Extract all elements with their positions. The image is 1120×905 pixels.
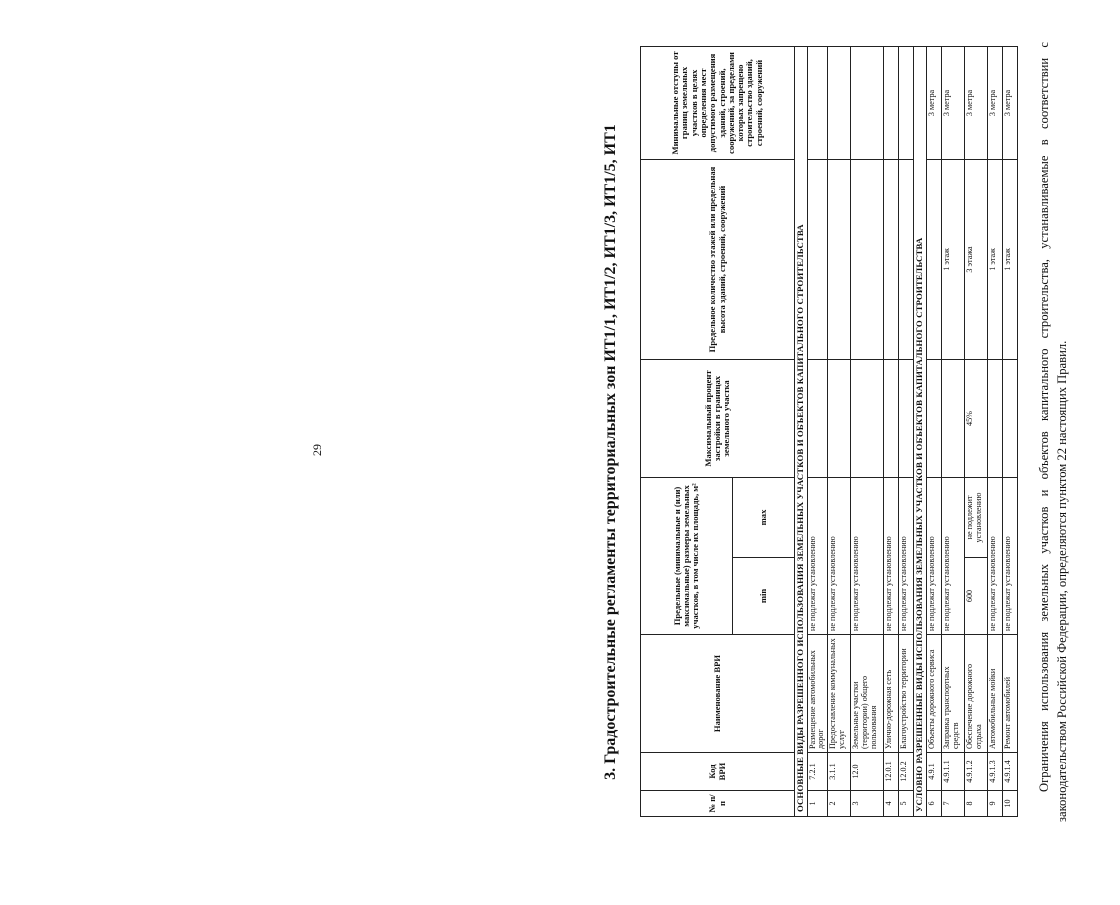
cell-size: не подлежат установлению (828, 477, 851, 634)
cell-floors (807, 159, 828, 359)
cell-name: Объекты дорожного сервиса (926, 635, 941, 753)
cell-min: 600 (964, 558, 987, 635)
cell-percent (1002, 359, 1017, 477)
cell-percent (941, 359, 964, 477)
cell-size: не подлежат установлению (941, 477, 964, 634)
cell-num: 4 (884, 791, 899, 817)
cell-name: Обеспечение дорожного отдыха (964, 635, 987, 753)
cell-num: 8 (964, 791, 987, 817)
page-number: 29 (310, 444, 324, 456)
header-size: Предельные (минимальные и (или) максимальные) размеры земельных участков, в том числе их площадь, м² (641, 477, 733, 634)
cell-max: не подлежит установлению (964, 477, 987, 557)
cell-num: 10 (1002, 791, 1017, 817)
cell-percent (807, 359, 828, 477)
cell-name: Земельные участки (территории) общего пользования (851, 635, 884, 753)
cell-percent (899, 359, 914, 477)
cell-setback (899, 46, 914, 159)
cell-setback: 3 метра (941, 46, 964, 159)
cell-code: 3.1.1 (828, 753, 851, 791)
cell-percent (851, 359, 884, 477)
table-row (851, 46, 884, 816)
cell-code: 4.9.1.4 (1002, 753, 1017, 791)
table-row (807, 46, 828, 816)
cell-size: не подлежат установлению (987, 477, 1002, 634)
header-min: min (733, 558, 795, 635)
cell-percent (828, 359, 851, 477)
cell-name: Заправка транспортных средств (941, 635, 964, 753)
cell-setback: 3 метра (964, 46, 987, 159)
table-row (964, 46, 987, 816)
header-setback: Минимальные отступы от границ земельных участков в целях определения мест допустимого размещения зданий, строений, сооружений, за пределами которых запрещено строительство зданий, строений, сооружений (641, 46, 795, 159)
cell-num: 3 (851, 791, 884, 817)
cell-name: Автомобильные мойки (987, 635, 1002, 753)
header-num: № п/п (641, 791, 795, 817)
cell-size: не подлежат установлению (807, 477, 828, 634)
cell-floors: 1 этаж (941, 159, 964, 359)
cell-code: 4.9.1.1 (941, 753, 964, 791)
table-row (926, 46, 941, 816)
cell-size: не подлежат установлению (926, 477, 941, 634)
regulations-table (640, 46, 1018, 817)
cell-floors (899, 159, 914, 359)
section-main-row (795, 46, 808, 816)
cell-floors: 1 этаж (1002, 159, 1017, 359)
section-conditional-title: УСЛОВНО РАЗРЕШЕННЫЕ ВИДЫ ИСПОЛЬЗОВАНИЯ ЗЕМЕЛЬНЫХ УЧАСТКОВ И ОБЪЕКТОВ КАПИТАЛЬНОГО СТРОИТЕЛЬСТВА (914, 46, 927, 816)
cell-floors (828, 159, 851, 359)
section-main-title: ОСНОВНЫЕ ВИДЫ РАЗРЕШЕННОГО ИСПОЛЬЗОВАНИЯ ЗЕМЕЛЬНЫХ УЧАСТКОВ И ОБЪЕКТОВ КАПИТАЛЬНОГО СТРОИТЕЛЬСТВА (795, 46, 808, 816)
table-row (941, 46, 964, 816)
header-floors: Предельное количество этажей или предельная высота зданий, строений, сооружений (641, 159, 795, 359)
header-code: Код ВРИ (641, 753, 795, 791)
cell-size: не подлежат установлению (884, 477, 899, 634)
cell-floors (851, 159, 884, 359)
cell-code: 7.2.1 (807, 753, 828, 791)
cell-setback: 3 метра (926, 46, 941, 159)
table-row (1002, 46, 1017, 816)
cell-setback (807, 46, 828, 159)
cell-code: 12.0.2 (899, 753, 914, 791)
cell-floors (926, 159, 941, 359)
cell-code: 4.9.1.2 (964, 753, 987, 791)
cell-num: 9 (987, 791, 1002, 817)
cell-name: Ремонт автомобилей (1002, 635, 1017, 753)
cell-code: 12.0.1 (884, 753, 899, 791)
rotated-page-content (600, 42, 1120, 862)
cell-size: не подлежат установлению (899, 477, 914, 634)
header-percent: Максимальный процент застройки в границах земельного участка (641, 359, 795, 477)
table-row (884, 46, 899, 816)
table-row (899, 46, 914, 816)
cell-floors: 3 этажа (964, 159, 987, 359)
cell-size: не подлежат установлению (851, 477, 884, 634)
cell-floors (884, 159, 899, 359)
cell-name: Улично-дорожная сеть (884, 635, 899, 753)
cell-name: Предоставление коммунальных услуг (828, 635, 851, 753)
cell-code: 12.0 (851, 753, 884, 791)
cell-percent: 45% (964, 359, 987, 477)
cell-percent (926, 359, 941, 477)
header-name: Наименование ВРИ (641, 635, 795, 753)
cell-name: Благоустройство территории (899, 635, 914, 753)
table-row (828, 46, 851, 816)
cell-setback (851, 46, 884, 159)
cell-size: не подлежат установлению (1002, 477, 1017, 634)
cell-code: 4.9.1.3 (987, 753, 1002, 791)
table-row (987, 46, 1002, 816)
cell-floors: 1 этаж (987, 159, 1002, 359)
cell-num: 2 (828, 791, 851, 817)
cell-setback: 3 метра (987, 46, 1002, 159)
cell-code: 4.9.1 (926, 753, 941, 791)
cell-setback: 3 метра (1002, 46, 1017, 159)
header-max: max (733, 477, 795, 557)
cell-setback (884, 46, 899, 159)
restrictions-note: Ограничения использования земельных участков и объектов капитального строительства, устанавливаемые в соответствии с законодательством Российской Федерации, определяются пунктом 22 настоящих Правил. (1037, 42, 1069, 822)
cell-percent (884, 359, 899, 477)
section-conditional-row (914, 46, 927, 816)
cell-num: 7 (941, 791, 964, 817)
document-title: 3. Градостроительные регламенты территориальных зон ИТ1/1, ИТ1/2, ИТ1/3, ИТ1/5, ИТ1 (602, 124, 619, 780)
cell-num: 5 (899, 791, 914, 817)
cell-setback (828, 46, 851, 159)
cell-num: 1 (807, 791, 828, 817)
cell-name: Размещение автомобильных дорог (807, 635, 828, 753)
cell-num: 6 (926, 791, 941, 817)
cell-percent (987, 359, 1002, 477)
